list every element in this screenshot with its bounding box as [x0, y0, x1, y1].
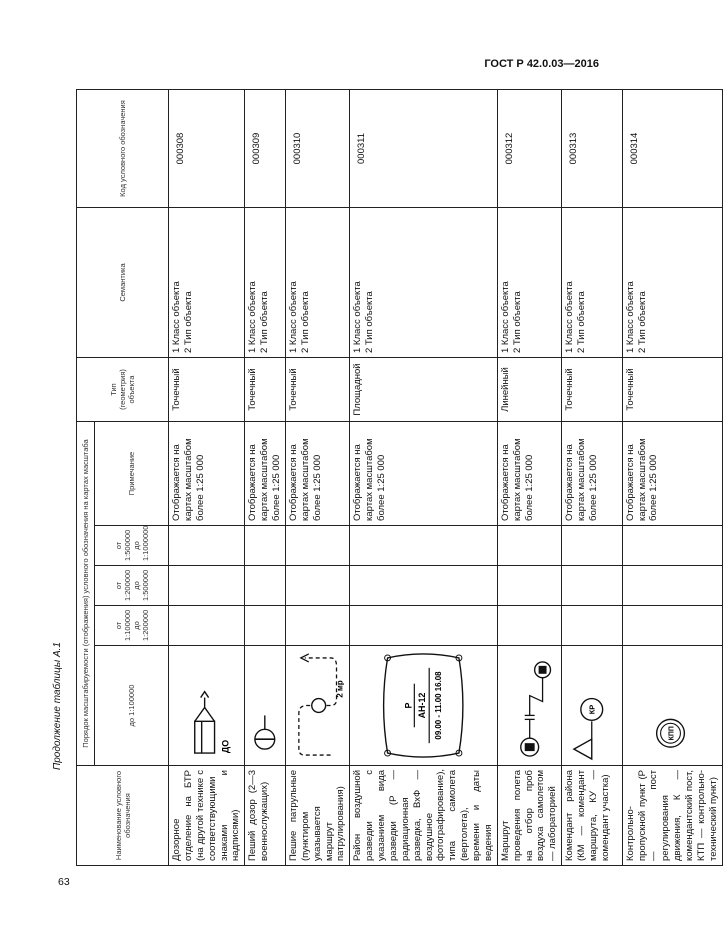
header-scale-group: Порядок масштабируемости (отображения) условного обозначения на картах масштаба — [77, 422, 95, 766]
table-row — [169, 90, 245, 866]
district-commandant-symbol — [564, 650, 620, 761]
table-caption: Продолжение таблицы А.1 — [52, 642, 63, 770]
row-semantics — [497, 208, 561, 358]
row-name: Комендант района (КМ — комендант маршрута, КУ — комендант участка) — [562, 766, 623, 866]
semantic-1: 1 Класс объекта — [171, 281, 182, 353]
row-name: Контрольно-пропускной пункт (Р — пост регулирования движения, К — комендантский пост, КТП — контрольно-технический пункт) — [622, 766, 722, 866]
row-semantics — [622, 208, 722, 358]
row-type: Точечный — [622, 358, 722, 422]
row-type: Точечный — [245, 358, 286, 422]
row-semantics — [169, 208, 245, 358]
row-code: 000313 — [562, 90, 623, 208]
patrol-vehicle-symbol — [171, 650, 242, 761]
row-semantics — [350, 208, 498, 358]
row-code: 000312 — [497, 90, 561, 208]
symbol-label-1: Р — [403, 702, 414, 709]
row-note: Отображается на картах масштабом более 1:25 000 — [169, 422, 245, 526]
symbol-label: 2 мр — [335, 680, 345, 698]
air-sampling-route-symbol — [500, 650, 559, 761]
row-code: 000309 — [245, 90, 286, 208]
page-number: 63 — [58, 876, 70, 888]
row-note: Отображается на картах масштабом более 1:25 000 — [497, 422, 561, 526]
symbol-cell — [245, 646, 286, 766]
symbol-cell — [350, 646, 498, 766]
row-name: Пешие патрульные (пунктиром указывается маршрут патрулирования) — [285, 766, 349, 866]
row-name: Дозорное отделение на БТР (на другой технике с соответствующими знаками и надписями) — [169, 766, 245, 866]
semantic-1: 1 Класс объекта — [499, 281, 511, 353]
row-code: 000308 — [169, 90, 245, 208]
row-note: Отображается на картах масштабом более 1:25 000 — [350, 422, 498, 526]
row-note: Отображается на картах масштабом более 1:25 000 — [245, 422, 286, 526]
symbol-cell — [285, 646, 349, 766]
row-semantics — [245, 208, 286, 358]
header-note: Примечание — [95, 422, 169, 526]
header-type: Тип (геометрия) объекта — [77, 358, 169, 422]
row-code: 000311 — [350, 90, 498, 208]
symbol-label-3: 09.00 - 11.00 16.08 — [434, 671, 444, 740]
semantic-2: 2 Тип объекта — [259, 291, 271, 353]
header-scale-200: от 1:100000 до 1:200000 — [95, 606, 169, 646]
row-semantics — [285, 208, 349, 358]
symbol-label-2: АН-12 — [417, 692, 428, 719]
rotated-table — [76, 90, 719, 866]
semantic-2: 2 Тип объекта — [364, 291, 376, 353]
table-row — [562, 90, 623, 866]
semantic-2: 2 Тип объекта — [511, 291, 523, 353]
semantic-1: 1 Класс объекта — [287, 281, 299, 353]
document-code: ГОСТ Р 42.0.03—2016 — [484, 58, 599, 70]
table-row — [350, 90, 498, 866]
row-note: Отображается на картах масштабом более 1:25 000 — [562, 422, 623, 526]
symbol-label: ДО — [220, 739, 231, 754]
header-scale-500: от 1:200000 до 1:500000 — [95, 566, 169, 606]
table-row — [497, 90, 561, 866]
checkpoint-symbol — [625, 650, 720, 761]
foot-patrol-symbol — [247, 650, 283, 761]
semantic-1: 1 Класс объекта — [352, 281, 364, 353]
header-scale-1000: от 1:500000 до 1:1000000 — [95, 526, 169, 566]
row-type: Точечный — [285, 358, 349, 422]
air-recon-area-symbol — [352, 650, 495, 761]
row-type: Площадной — [350, 358, 498, 422]
symbol-cell — [169, 646, 245, 766]
symbol-label: КПП — [668, 726, 676, 741]
header-name: Наименование условного обозначения — [77, 766, 169, 866]
row-type: Линейный — [497, 358, 561, 422]
row-name: Район воздушной разведки с указанием вида разведки (Р — радиационная разведка, ВхФ — воздушное фотографирование), типа самолета (вертолета), времени и даты ведения — [350, 766, 498, 866]
row-name: Пеший дозор (2—3 военнослужащих) — [245, 766, 286, 866]
symbol-label: КР — [587, 704, 597, 715]
semantic-2: 2 Тип объекта — [636, 291, 648, 353]
semantic-1: 1 Класс объекта — [564, 281, 576, 353]
row-note: Отображается на картах масштабом более 1:25 000 — [285, 422, 349, 526]
header-scale-100: до 1:100000 — [95, 646, 169, 766]
row-note: Отображается на картах масштабом более 1:25 000 — [622, 422, 722, 526]
semantic-1: 1 Класс объекта — [624, 281, 636, 353]
table-row — [285, 90, 349, 866]
semantic-2: 2 Тип объекта — [299, 291, 311, 353]
symbol-cell — [622, 646, 722, 766]
header-semantics: Семантика — [77, 208, 169, 358]
symbol-cell — [562, 646, 623, 766]
symbol-cell — [497, 646, 561, 766]
header-code: Код условного обозначения — [77, 90, 169, 208]
semantic-2: 2 Тип объекта — [576, 291, 587, 353]
row-name: Маршрут проведения полета на отбор проб воздуха самолетом — лабораторией — [497, 766, 561, 866]
row-code: 000314 — [622, 90, 722, 208]
symbols-table — [76, 89, 723, 866]
semantic-1: 1 Класс объекта — [247, 281, 259, 353]
patrol-route-symbol — [288, 650, 347, 761]
semantic-2: 2 Тип объекта — [182, 291, 194, 353]
table-row — [622, 90, 722, 866]
row-code: 000310 — [285, 90, 349, 208]
table-row — [245, 90, 286, 866]
row-type: Точечный — [562, 358, 623, 422]
row-semantics — [562, 208, 623, 358]
row-type: Точечный — [169, 358, 245, 422]
